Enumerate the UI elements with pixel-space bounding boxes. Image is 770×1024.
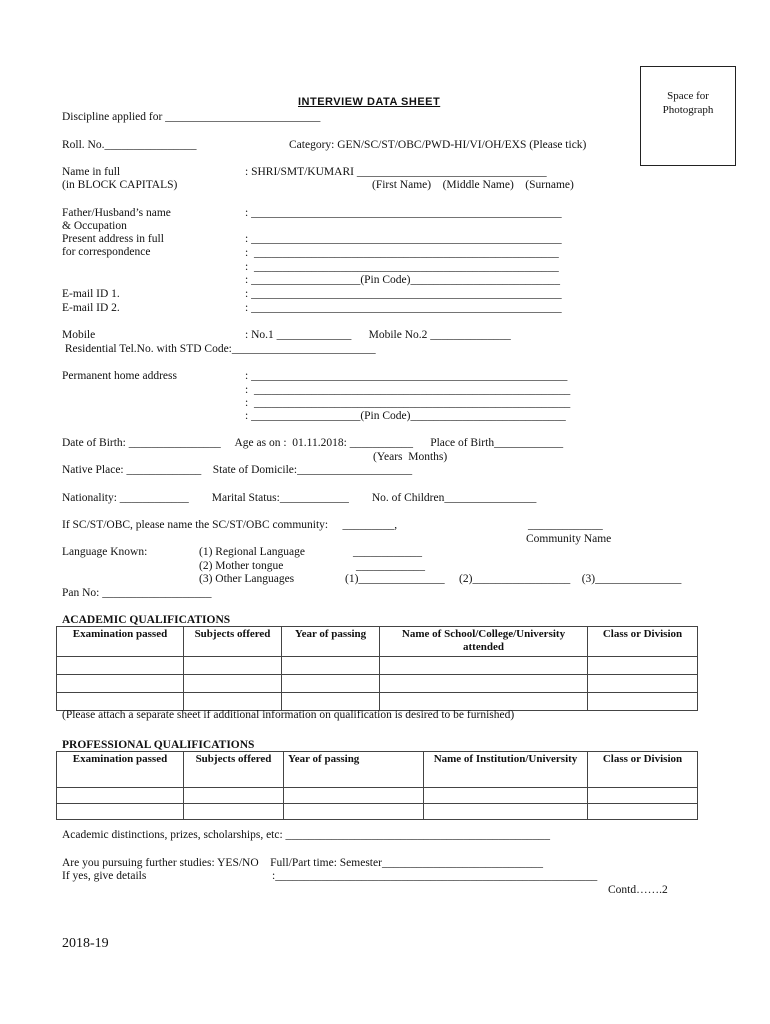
professional-heading: PROFESSIONAL QUALIFICATIONS xyxy=(62,739,255,751)
email2-field[interactable]: : ______________________________________________________ xyxy=(245,302,562,314)
present-address-label: Present address in full xyxy=(62,233,164,245)
academic-heading: ACADEMIC QUALIFICATIONS xyxy=(62,614,231,626)
category-line[interactable]: Category: GEN/SC/ST/OBC/PWD-HI/VI/OH/EXS (Please tick) xyxy=(289,139,587,151)
discipline-line[interactable]: Discipline applied for ___________________________ xyxy=(62,111,321,123)
professional-col-class: Class or Division xyxy=(588,752,698,788)
father-field[interactable]: : ______________________________________________________ xyxy=(245,207,562,219)
email1-field[interactable]: : ______________________________________________________ xyxy=(245,288,562,300)
academic-col-subjects: Subjects offered xyxy=(184,627,282,657)
table-row[interactable] xyxy=(57,675,698,693)
name-label-sub: (in BLOCK CAPITALS) xyxy=(62,179,178,191)
academic-col-class: Class or Division xyxy=(588,627,698,657)
academic-note: (Please attach a separate sheet if additional information on qualification is desired to be furnished) xyxy=(62,709,515,721)
professional-col-institution: Name of Institution/University xyxy=(424,752,588,788)
regional-language-label: (1) Regional Language xyxy=(199,546,306,558)
mobile-fields[interactable]: : No.1 _____________ Mobile No.2 ______________ xyxy=(245,329,511,341)
permanent-address-label: Permanent home address xyxy=(62,370,177,382)
regional-language-field[interactable]: ____________ xyxy=(353,546,422,558)
community-line[interactable]: If SC/ST/OBC, please name the SC/ST/OBC community: _________, xyxy=(62,519,398,531)
mobile-label: Mobile xyxy=(62,329,96,341)
table-row[interactable] xyxy=(57,788,698,804)
professional-col-year: Year of passing xyxy=(284,752,424,788)
permanent-address-line-3[interactable]: : _______________________________________________________ xyxy=(245,397,571,409)
if-yes-label: If yes, give details xyxy=(62,870,147,882)
residential-tel-line[interactable]: Residential Tel.No. with STD Code:_________________________ xyxy=(62,343,376,355)
correspondence-label: for correspondence xyxy=(62,246,151,258)
other-languages-fields[interactable]: (1)_______________ (2)_________________ (3)_______________ xyxy=(345,573,682,585)
table-row[interactable] xyxy=(57,693,698,711)
roll-no-line[interactable]: Roll. No.________________ xyxy=(62,139,197,151)
father-label: Father/Husband’s name xyxy=(62,207,171,219)
present-address-line-3[interactable]: : _____________________________________________________ xyxy=(245,261,559,273)
page-title: INTERVIEW DATA SHEET xyxy=(298,96,441,108)
dob-line[interactable]: Date of Birth: ________________ Age as on : 01.11.2018: ___________ Place of Birth____________ xyxy=(62,437,564,449)
pan-line[interactable]: Pan No: ___________________ xyxy=(62,587,212,599)
language-label: Language Known: xyxy=(62,546,148,558)
academic-col-school: Name of School/College/University attended xyxy=(380,627,588,657)
occupation-label: & Occupation xyxy=(62,220,127,232)
years-months-hint: (Years Months) xyxy=(373,451,448,463)
permanent-address-line-1[interactable]: : _______________________________________________________ xyxy=(245,370,568,382)
permanent-address-pin[interactable]: : ___________________(Pin Code)___________________________ xyxy=(245,410,566,422)
email1-label: E-mail ID 1. xyxy=(62,288,120,300)
present-address-line-1[interactable]: : ______________________________________________________ xyxy=(245,233,562,245)
year-label: 2018-19 xyxy=(62,936,109,951)
mother-tongue-label: (2) Mother tongue xyxy=(199,560,284,572)
table-row[interactable] xyxy=(57,804,698,820)
professional-table xyxy=(56,751,698,820)
further-studies-line[interactable]: Are you pursuing further studies: YES/NO Full/Part time: Semester____________________________ xyxy=(62,857,543,869)
permanent-address-line-2[interactable]: : _______________________________________________________ xyxy=(245,384,571,396)
name-parts-hint: (First Name) (Middle Name) (Surname) xyxy=(372,179,574,191)
professional-col-subjects: Subjects offered xyxy=(184,752,284,788)
email2-label: E-mail ID 2. xyxy=(62,302,120,314)
present-address-pin[interactable]: : ___________________(Pin Code)__________________________ xyxy=(245,274,560,286)
contd-label: Contd…….2 xyxy=(608,884,668,896)
photo-box: Space for Photograph xyxy=(640,66,736,166)
academic-table xyxy=(56,626,698,711)
native-place-line[interactable]: Native Place: _____________ State of Domicile:____________________ xyxy=(62,464,413,476)
distinctions-line[interactable]: Academic distinctions, prizes, scholarships, etc: ______________________________________________ xyxy=(62,829,551,841)
if-yes-field[interactable]: :________________________________________________________ xyxy=(272,870,598,882)
community-name-label: Community Name xyxy=(526,533,612,545)
nationality-line[interactable]: Nationality: ____________ Marital Status:____________ No. of Children________________ xyxy=(62,492,537,504)
present-address-line-2[interactable]: : _____________________________________________________ xyxy=(245,247,559,259)
mother-tongue-field[interactable]: ____________ xyxy=(356,560,425,572)
academic-col-exam: Examination passed xyxy=(57,627,184,657)
name-label: Name in full xyxy=(62,166,121,178)
name-field[interactable]: : SHRI/SMT/KUMARI _________________________________ xyxy=(245,166,547,178)
other-languages-label: (3) Other Languages xyxy=(199,573,295,585)
community-name-field[interactable]: _____________ xyxy=(528,519,603,531)
table-row[interactable] xyxy=(57,657,698,675)
academic-col-year: Year of passing xyxy=(282,627,380,657)
professional-col-exam: Examination passed xyxy=(57,752,184,788)
